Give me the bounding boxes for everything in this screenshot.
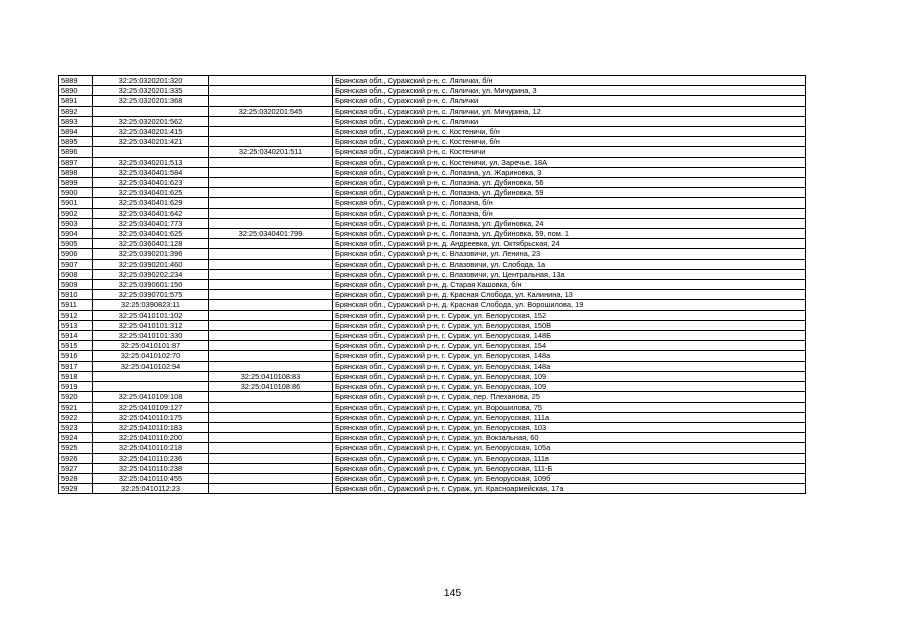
address-cell: Брянская обл., Суражский р-н, г. Сураж, ул. Белорусская, 148а xyxy=(333,361,806,371)
row-number-cell: 5893 xyxy=(59,116,93,126)
cadastral-number-cell: 32:25:0340401:584 xyxy=(93,167,209,177)
secondary-cadastral-number-cell: 32:25:0340201:511 xyxy=(209,147,333,157)
row-number-cell: 5911 xyxy=(59,300,93,310)
registry-table xyxy=(58,75,806,494)
row-number-cell: 5929 xyxy=(59,484,93,494)
cadastral-number-cell: 32:25:0320201:368 xyxy=(93,96,209,106)
table-row xyxy=(59,249,806,259)
row-number-cell: 5903 xyxy=(59,218,93,228)
address-cell: Брянская обл., Суражский р-н, с. Лялички, б/н xyxy=(333,76,806,86)
address-cell: Брянская обл., Суражский р-н, д. Красная Слобода, ул. Ворошилова, 19 xyxy=(333,300,806,310)
secondary-cadastral-number-cell xyxy=(209,198,333,208)
row-number-cell: 5896 xyxy=(59,147,93,157)
table-row xyxy=(59,147,806,157)
secondary-cadastral-number-cell xyxy=(209,402,333,412)
cadastral-number-cell: 32:25:0410110:218 xyxy=(93,443,209,453)
cadastral-number-cell xyxy=(93,382,209,392)
secondary-cadastral-number-cell xyxy=(209,167,333,177)
cadastral-number-cell: 32:25:0340401:625 xyxy=(93,229,209,239)
address-cell: Брянская обл., Суражский р-н, г. Сураж, ул. Белорусская, 111в xyxy=(333,453,806,463)
cadastral-number-cell: 32:25:0410109:108 xyxy=(93,392,209,402)
cadastral-number-cell: 32:25:0410110:175 xyxy=(93,412,209,422)
address-cell: Брянская обл., Суражский р-н, с. Костеничи, ул. Заречье, 18А xyxy=(333,157,806,167)
secondary-cadastral-number-cell xyxy=(209,178,333,188)
row-number-cell: 5901 xyxy=(59,198,93,208)
cadastral-number-cell: 32:25:0410101:87 xyxy=(93,341,209,351)
cadastral-number-cell: 32:25:0410101:312 xyxy=(93,320,209,330)
table-row xyxy=(59,76,806,86)
table-row xyxy=(59,382,806,392)
address-cell: Брянская обл., Суражский р-н, д. Красная Слобода, ул. Калинина, 13 xyxy=(333,290,806,300)
secondary-cadastral-number-cell xyxy=(209,157,333,167)
cadastral-number-cell: 32:25:0340201:421 xyxy=(93,137,209,147)
table-row xyxy=(59,86,806,96)
cadastral-number-cell: 32:25:0320201:335 xyxy=(93,86,209,96)
address-cell: Брянская обл., Суражский р-н, д. Андреевка, ул. Октябрьская, 24 xyxy=(333,239,806,249)
address-cell: Брянская обл., Суражский р-н, с. Влазовичи, ул. Центральная, 13а xyxy=(333,269,806,279)
secondary-cadastral-number-cell xyxy=(209,300,333,310)
secondary-cadastral-number-cell xyxy=(209,351,333,361)
cadastral-number-cell: 32:25:0340201:513 xyxy=(93,157,209,167)
page-number: 145 xyxy=(443,587,462,599)
address-cell: Брянская обл., Суражский р-н, с. Лялички, ул. Мичурина, 3 xyxy=(333,86,806,96)
table-row xyxy=(59,178,806,188)
row-number-cell: 5895 xyxy=(59,137,93,147)
row-number-cell: 5899 xyxy=(59,178,93,188)
address-cell: Брянская обл., Суражский р-н, г. Сураж, ул. Белорусская, 154 xyxy=(333,341,806,351)
cadastral-number-cell: 32:25:0410110:455 xyxy=(93,473,209,483)
secondary-cadastral-number-cell xyxy=(209,290,333,300)
table-row xyxy=(59,198,806,208)
table-row xyxy=(59,422,806,432)
address-cell: Брянская обл., Суражский р-н, г. Сураж, ул. Белорусская, 111-Б xyxy=(333,463,806,473)
row-number-cell: 5924 xyxy=(59,433,93,443)
table-row xyxy=(59,453,806,463)
table-row xyxy=(59,331,806,341)
cadastral-number-cell: 32:25:0340401:773 xyxy=(93,218,209,228)
cadastral-number-cell: 32:25:0410110:236 xyxy=(93,453,209,463)
table-row xyxy=(59,116,806,126)
registry-table-body xyxy=(59,76,806,494)
table-row xyxy=(59,392,806,402)
row-number-cell: 5919 xyxy=(59,382,93,392)
table-row xyxy=(59,269,806,279)
address-cell: Брянская обл., Суражский р-н, г. Сураж, ул. Ворошилова, 75 xyxy=(333,402,806,412)
cadastral-number-cell: 32:25:0340201:415 xyxy=(93,127,209,137)
row-number-cell: 5918 xyxy=(59,371,93,381)
address-cell: Брянская обл., Суражский р-н, г. Сураж, ул. Белорусская, 148Б xyxy=(333,331,806,341)
row-number-cell: 5927 xyxy=(59,463,93,473)
secondary-cadastral-number-cell xyxy=(209,259,333,269)
address-cell: Брянская обл., Суражский р-н, с. Влазовичи, ул. Ленина, 23 xyxy=(333,249,806,259)
row-number-cell: 5906 xyxy=(59,249,93,259)
cadastral-number-cell: 32:25:0340401:629 xyxy=(93,198,209,208)
row-number-cell: 5920 xyxy=(59,392,93,402)
table-row xyxy=(59,157,806,167)
row-number-cell: 5891 xyxy=(59,96,93,106)
address-cell: Брянская обл., Суражский р-н, с. Лялички xyxy=(333,96,806,106)
secondary-cadastral-number-cell xyxy=(209,422,333,432)
cadastral-number-cell: 32:25:0340401:642 xyxy=(93,208,209,218)
secondary-cadastral-number-cell xyxy=(209,280,333,290)
secondary-cadastral-number-cell xyxy=(209,320,333,330)
cadastral-number-cell: 32:25:0340401:625 xyxy=(93,188,209,198)
row-number-cell: 5905 xyxy=(59,239,93,249)
address-cell: Брянская обл., Суражский р-н, г. Сураж, ул. Красноармейская, 17а xyxy=(333,484,806,494)
cadastral-number-cell: 32:25:0360401:128 xyxy=(93,239,209,249)
address-cell: Брянская обл., Суражский р-н, с. Лялички xyxy=(333,116,806,126)
row-number-cell: 5915 xyxy=(59,341,93,351)
address-cell: Брянская обл., Суражский р-н, с. Лопазна, ул. Дубиновка, 56 xyxy=(333,178,806,188)
address-cell: Брянская обл., Суражский р-н, с. Костеничи xyxy=(333,147,806,157)
table-row xyxy=(59,341,806,351)
cadastral-number-cell: 32:25:0410101:330 xyxy=(93,331,209,341)
address-cell: Брянская обл., Суражский р-н, с. Лялички, ул. Мичурина, 12 xyxy=(333,106,806,116)
secondary-cadastral-number-cell xyxy=(209,443,333,453)
address-cell: Брянская обл., Суражский р-н, г. Сураж, ул. Белорусская, 109 xyxy=(333,382,806,392)
table-row xyxy=(59,167,806,177)
table-row xyxy=(59,218,806,228)
cadastral-number-cell: 32:25:0390201:396 xyxy=(93,249,209,259)
row-number-cell: 5902 xyxy=(59,208,93,218)
table-row xyxy=(59,137,806,147)
address-cell: Брянская обл., Суражский р-н, с. Костеничи, б/н xyxy=(333,137,806,147)
table-row xyxy=(59,433,806,443)
secondary-cadastral-number-cell xyxy=(209,208,333,218)
secondary-cadastral-number-cell xyxy=(209,331,333,341)
row-number-cell: 5900 xyxy=(59,188,93,198)
address-cell: Брянская обл., Суражский р-н, г. Сураж, ул. Вокзальная, 60 xyxy=(333,433,806,443)
secondary-cadastral-number-cell xyxy=(209,127,333,137)
row-number-cell: 5917 xyxy=(59,361,93,371)
secondary-cadastral-number-cell xyxy=(209,412,333,422)
address-cell: Брянская обл., Суражский р-н, с. Лопазна, ул. Дубиновка, 59 xyxy=(333,188,806,198)
secondary-cadastral-number-cell xyxy=(209,249,333,259)
secondary-cadastral-number-cell xyxy=(209,76,333,86)
secondary-cadastral-number-cell xyxy=(209,453,333,463)
table-row xyxy=(59,371,806,381)
address-cell: Брянская обл., Суражский р-н, с. Влазовичи, ул. Слобода, 1а xyxy=(333,259,806,269)
row-number-cell: 5914 xyxy=(59,331,93,341)
address-cell: Брянская обл., Суражский р-н, г. Сураж, ул. Белорусская, 103 xyxy=(333,422,806,432)
secondary-cadastral-number-cell xyxy=(209,269,333,279)
row-number-cell: 5908 xyxy=(59,269,93,279)
row-number-cell: 5894 xyxy=(59,127,93,137)
row-number-cell: 5907 xyxy=(59,259,93,269)
cadastral-number-cell: 32:25:0320201:562 xyxy=(93,116,209,126)
secondary-cadastral-number-cell xyxy=(209,473,333,483)
cadastral-number-cell: 32:25:0390823:11 xyxy=(93,300,209,310)
cadastral-number-cell: 32:25:0390201:460 xyxy=(93,259,209,269)
row-number-cell: 5897 xyxy=(59,157,93,167)
cadastral-number-cell xyxy=(93,371,209,381)
row-number-cell: 5916 xyxy=(59,351,93,361)
table-row xyxy=(59,239,806,249)
address-cell: Брянская обл., Суражский р-н, с. Лопазна, б/н xyxy=(333,198,806,208)
secondary-cadastral-number-cell xyxy=(209,137,333,147)
table-row xyxy=(59,402,806,412)
cadastral-number-cell: 32:25:0410112:23 xyxy=(93,484,209,494)
row-number-cell: 5926 xyxy=(59,453,93,463)
address-cell: Брянская обл., Суражский р-н, с. Лопазна, ул. Жариновка, 3 xyxy=(333,167,806,177)
secondary-cadastral-number-cell xyxy=(209,96,333,106)
row-number-cell: 5921 xyxy=(59,402,93,412)
table-row xyxy=(59,229,806,239)
cadastral-number-cell: 32:25:0410102:70 xyxy=(93,351,209,361)
cadastral-number-cell: 32:25:0320201:320 xyxy=(93,76,209,86)
table-row xyxy=(59,188,806,198)
table-row xyxy=(59,361,806,371)
cadastral-number-cell: 32:25:0340401:623 xyxy=(93,178,209,188)
secondary-cadastral-number-cell xyxy=(209,86,333,96)
table-row xyxy=(59,412,806,422)
table-row xyxy=(59,484,806,494)
table-row xyxy=(59,259,806,269)
row-number-cell: 5909 xyxy=(59,280,93,290)
secondary-cadastral-number-cell: 32:25:0340401:799 xyxy=(209,229,333,239)
secondary-cadastral-number-cell xyxy=(209,116,333,126)
table-row xyxy=(59,290,806,300)
secondary-cadastral-number-cell xyxy=(209,218,333,228)
table-row xyxy=(59,443,806,453)
table-row xyxy=(59,300,806,310)
address-cell: Брянская обл., Суражский р-н, д. Старая Кашовка, б/н xyxy=(333,280,806,290)
secondary-cadastral-number-cell: 32:25:0410108:86 xyxy=(209,382,333,392)
row-number-cell: 5923 xyxy=(59,422,93,432)
row-number-cell: 5904 xyxy=(59,229,93,239)
row-number-cell: 5913 xyxy=(59,320,93,330)
secondary-cadastral-number-cell: 32:25:0410108:83 xyxy=(209,371,333,381)
secondary-cadastral-number-cell xyxy=(209,392,333,402)
cadastral-number-cell: 32:25:0410102:94 xyxy=(93,361,209,371)
cadastral-number-cell: 32:25:0410110:183 xyxy=(93,422,209,432)
table-row xyxy=(59,208,806,218)
address-cell: Брянская обл., Суражский р-н, г. Сураж, ул. Белорусская, 152 xyxy=(333,310,806,320)
row-number-cell: 5898 xyxy=(59,167,93,177)
address-cell: Брянская обл., Суражский р-н, г. Сураж, ул. Белорусская, 150В xyxy=(333,320,806,330)
table-row xyxy=(59,473,806,483)
cadastral-number-cell xyxy=(93,106,209,116)
table-row xyxy=(59,127,806,137)
cadastral-number-cell: 32:25:0390701:575 xyxy=(93,290,209,300)
address-cell: Брянская обл., Суражский р-н, с. Лопазна, ул. Дубиновка, 24 xyxy=(333,218,806,228)
row-number-cell: 5892 xyxy=(59,106,93,116)
table-row xyxy=(59,96,806,106)
cadastral-number-cell: 32:25:0410109:127 xyxy=(93,402,209,412)
secondary-cadastral-number-cell xyxy=(209,341,333,351)
secondary-cadastral-number-cell xyxy=(209,361,333,371)
secondary-cadastral-number-cell xyxy=(209,484,333,494)
secondary-cadastral-number-cell xyxy=(209,310,333,320)
row-number-cell: 5928 xyxy=(59,473,93,483)
cadastral-number-cell: 32:25:0390601:150 xyxy=(93,280,209,290)
row-number-cell: 5910 xyxy=(59,290,93,300)
address-cell: Брянская обл., Суражский р-н, г. Сураж, ул. Белорусская, 111а xyxy=(333,412,806,422)
address-cell: Брянская обл., Суражский р-н, г. Сураж, ул. Белорусская, 109б xyxy=(333,473,806,483)
cadastral-number-cell: 32:25:0410101:102 xyxy=(93,310,209,320)
table-row xyxy=(59,106,806,116)
row-number-cell: 5912 xyxy=(59,310,93,320)
address-cell: Брянская обл., Суражский р-н, г. Сураж, ул. Белорусская, 148а xyxy=(333,351,806,361)
address-cell: Брянская обл., Суражский р-н, г. Сураж, ул. Белорусская, 109 xyxy=(333,371,806,381)
row-number-cell: 5922 xyxy=(59,412,93,422)
cadastral-number-cell: 32:25:0390202:234 xyxy=(93,269,209,279)
cadastral-number-cell: 32:25:0410110:200 xyxy=(93,433,209,443)
secondary-cadastral-number-cell xyxy=(209,188,333,198)
address-cell: Брянская обл., Суражский р-н, г. Сураж, пер. Плеханова, 25 xyxy=(333,392,806,402)
cadastral-number-cell xyxy=(93,147,209,157)
table-row xyxy=(59,320,806,330)
table-row xyxy=(59,280,806,290)
secondary-cadastral-number-cell xyxy=(209,463,333,473)
address-cell: Брянская обл., Суражский р-н, с. Лопазна, ул. Дубиновка, 59, пом. 1 xyxy=(333,229,806,239)
table-row xyxy=(59,351,806,361)
cadastral-number-cell: 32:25:0410110:238 xyxy=(93,463,209,473)
secondary-cadastral-number-cell: 32:25:0320201:545 xyxy=(209,106,333,116)
table-row xyxy=(59,463,806,473)
table-row xyxy=(59,310,806,320)
secondary-cadastral-number-cell xyxy=(209,239,333,249)
row-number-cell: 5889 xyxy=(59,76,93,86)
address-cell: Брянская обл., Суражский р-н, с. Лопазна, б/н xyxy=(333,208,806,218)
address-cell: Брянская обл., Суражский р-н, с. Костеничи, б/н xyxy=(333,127,806,137)
row-number-cell: 5925 xyxy=(59,443,93,453)
address-cell: Брянская обл., Суражский р-н, г. Сураж, ул. Белорусская, 105а xyxy=(333,443,806,453)
row-number-cell: 5890 xyxy=(59,86,93,96)
secondary-cadastral-number-cell xyxy=(209,433,333,443)
